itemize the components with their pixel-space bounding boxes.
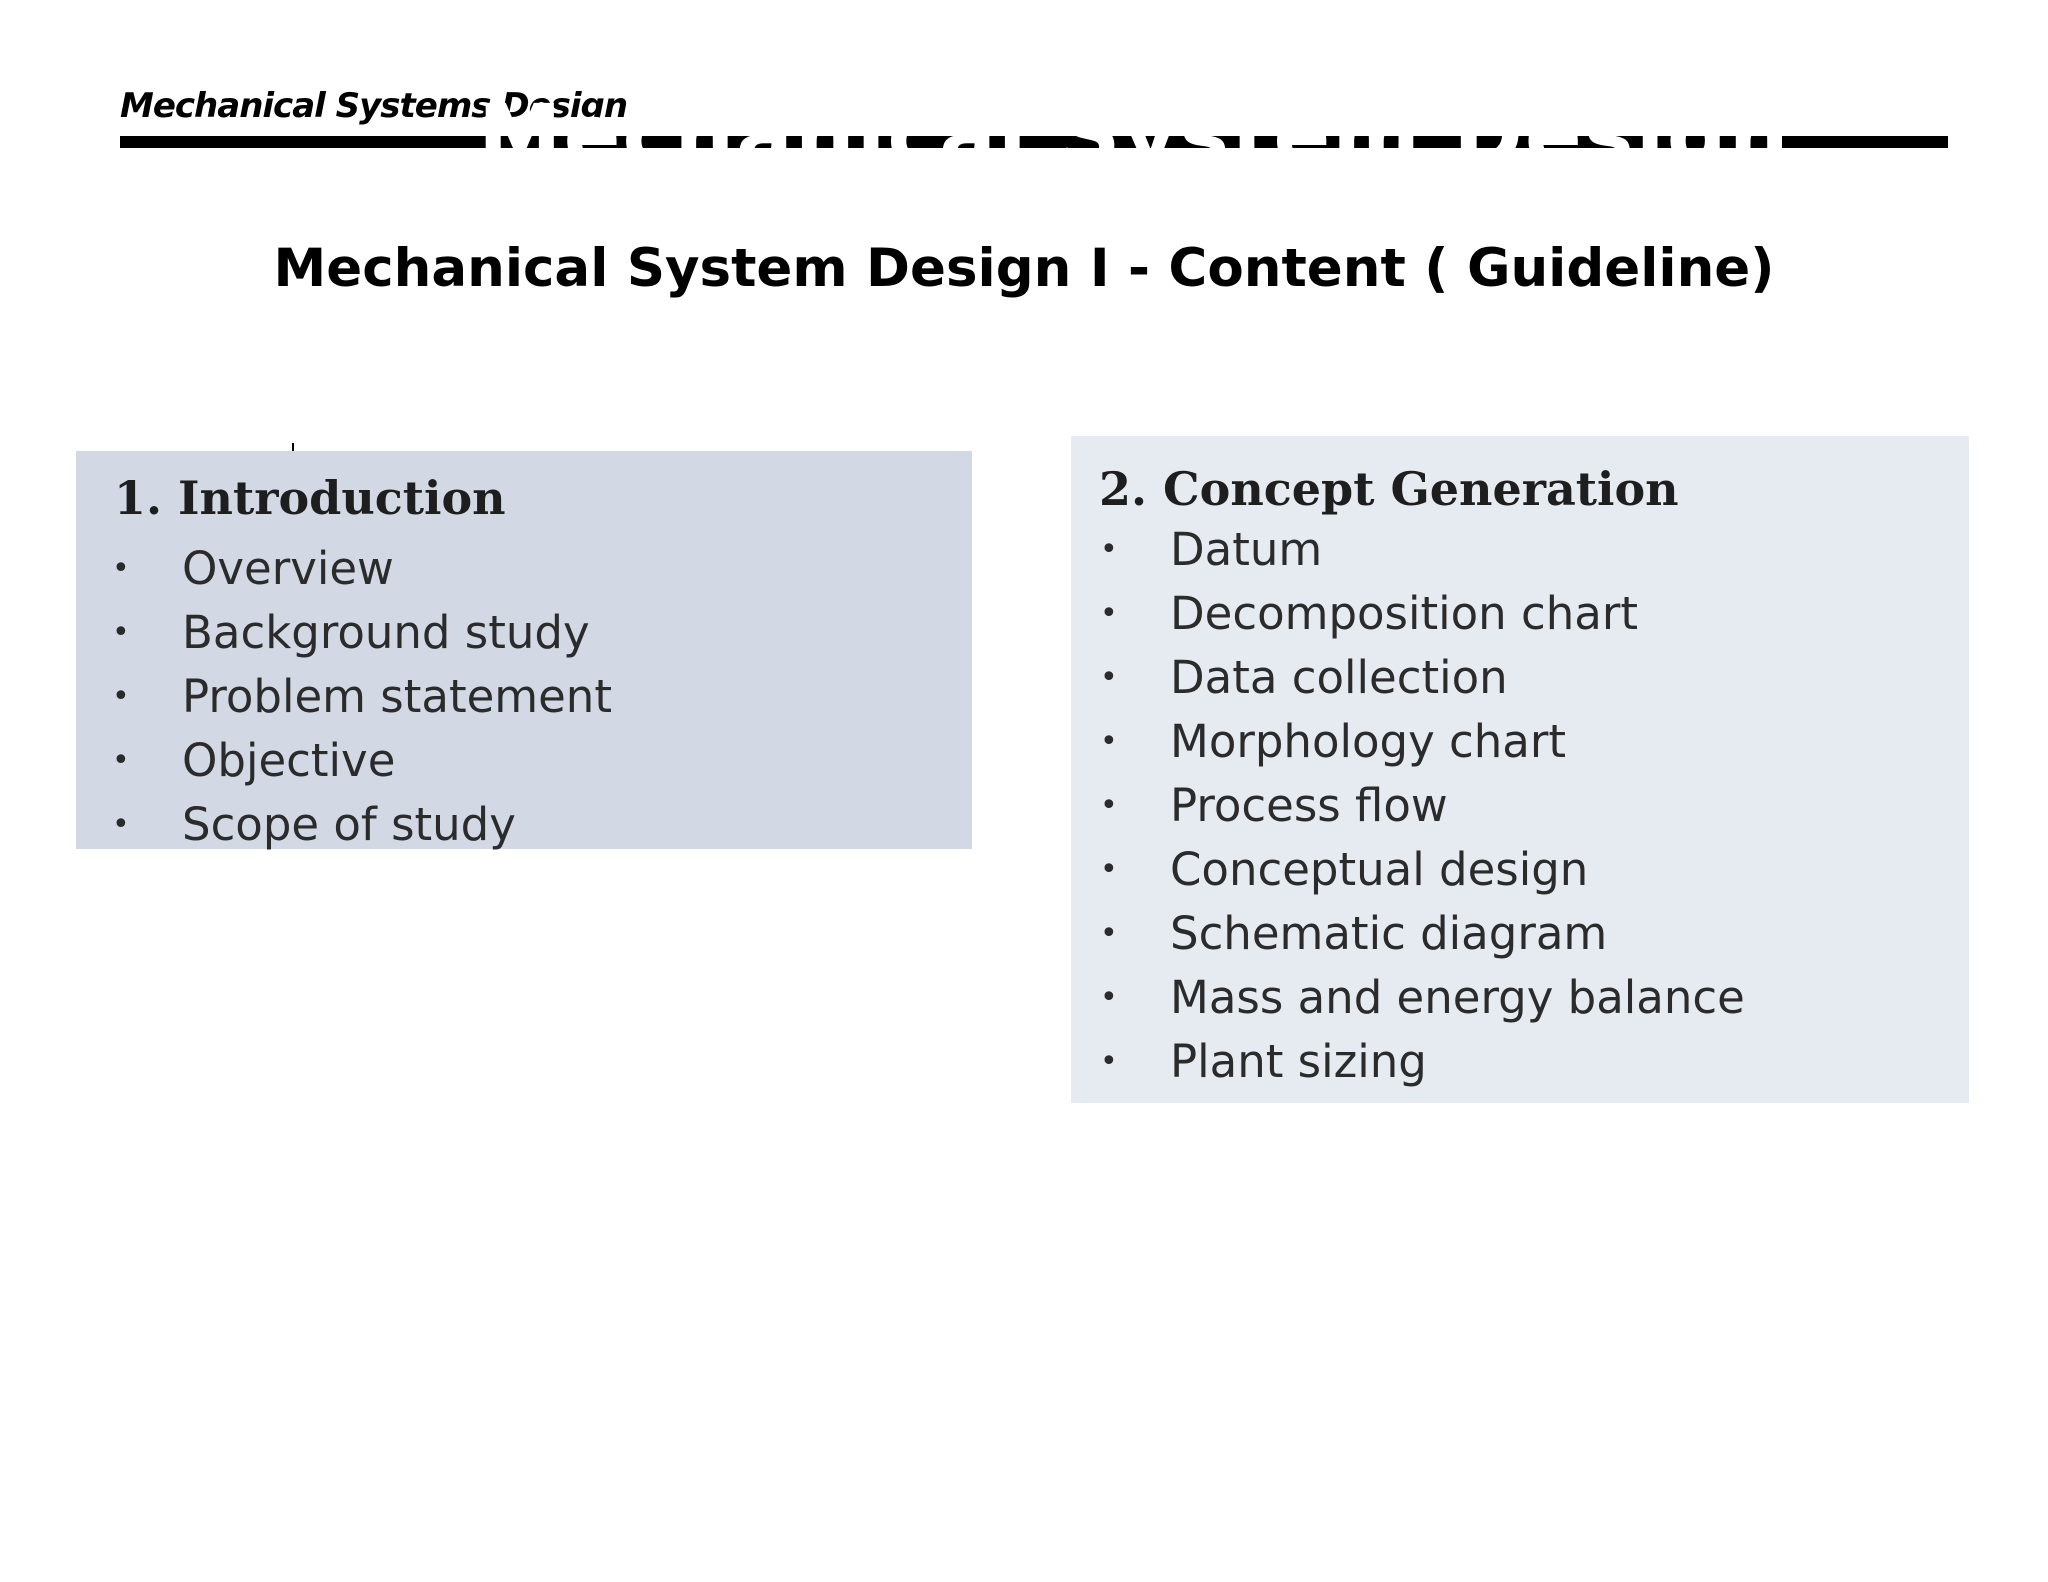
concept-generation-panel xyxy=(1071,436,1969,1103)
bullet-icon: • xyxy=(112,807,130,842)
list-item-label: Plant sizing xyxy=(1170,1035,1427,1088)
list-item-label: Scope of study xyxy=(182,798,516,851)
bullet-icon: • xyxy=(1100,980,1118,1015)
bullet-icon: • xyxy=(1100,596,1118,631)
list-item-label: Objective xyxy=(182,734,396,787)
list-item-label: Problem statement xyxy=(182,670,612,723)
list-item-label: Schematic diagram xyxy=(1170,907,1608,960)
bullet-icon: • xyxy=(1100,788,1118,823)
header-ghost-text: Mechanical System Design xyxy=(478,86,1791,184)
list-item-label: Datum xyxy=(1170,523,1323,576)
bullet-icon: • xyxy=(1100,852,1118,887)
header-label: Mechanical Systems Design xyxy=(120,86,628,126)
bullet-icon: • xyxy=(112,551,130,586)
bullet-icon: • xyxy=(112,679,130,714)
list-item-label: Process flow xyxy=(1170,779,1448,832)
list-item-label: Decomposition chart xyxy=(1170,587,1638,640)
list-item-label: Mass and energy balance xyxy=(1170,971,1745,1024)
concept-generation-heading: 2. Concept Generation xyxy=(1099,462,1679,516)
header-ghost-title xyxy=(478,86,1791,184)
list-item-label: Background study xyxy=(182,606,590,659)
list-item-label: Overview xyxy=(182,542,394,595)
bullet-icon: • xyxy=(1100,724,1118,759)
bullet-icon: • xyxy=(112,743,130,778)
bullet-icon: • xyxy=(1100,916,1118,951)
introduction-panel xyxy=(76,451,972,849)
introduction-heading: 1. Introduction xyxy=(114,471,506,525)
bullet-icon: • xyxy=(1100,532,1118,567)
bullet-icon: • xyxy=(1100,1044,1118,1079)
list-item-label: Morphology chart xyxy=(1170,715,1566,768)
page-title: Mechanical System Design I - Content ( Guideline) xyxy=(273,238,1775,299)
bullet-icon: • xyxy=(1100,660,1118,695)
list-item-label: Conceptual design xyxy=(1170,843,1589,896)
list-item-label: Data collection xyxy=(1170,651,1508,704)
bullet-icon: • xyxy=(112,615,130,650)
